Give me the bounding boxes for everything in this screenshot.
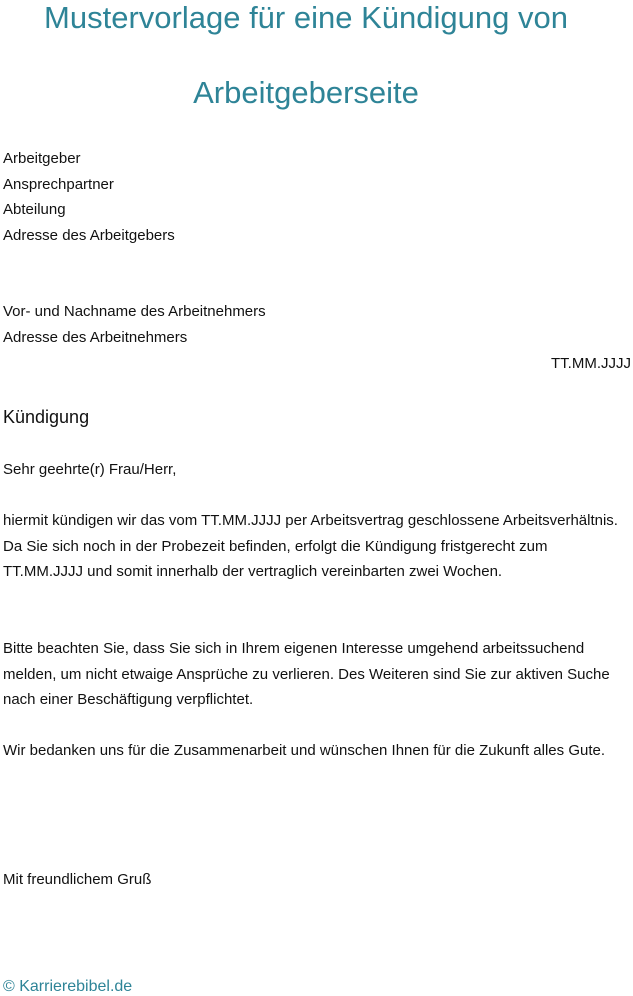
employer-name: Arbeitgeber: [3, 150, 81, 167]
salutation: Sehr geehrte(r) Frau/Herr,: [3, 461, 177, 478]
body-paragraph-1: hiermit kündigen wir das vom TT.MM.JJJJ per Arbeitsvertrag geschlossene Arbeitsverhältnis. Da Sie sich noch in der Probezeit befinden, erfolgt die Kündigung fristgerecht zum TT.MM.JJJJ und somit innerhalb der vertraglich vereinbarten zwei Wochen.: [3, 512, 618, 580]
employee-address: Adresse des Arbeitnehmers: [3, 329, 188, 346]
employer-address: Adresse des Arbeitgebers: [3, 227, 175, 244]
letter-date: TT.MM.JJJJ: [551, 355, 631, 372]
letter-subject: Kündigung: [3, 407, 90, 427]
closing: Mit freundlichem Gruß: [3, 871, 152, 888]
employee-name: Vor- und Nachname des Arbeitnehmers: [3, 303, 266, 320]
document-title-line-1: Mustervorlage für eine Kündigung von: [44, 0, 568, 35]
copyright-footer: © Karrierebibel.de: [3, 978, 133, 995]
employer-contact: Ansprechpartner: [3, 176, 114, 193]
employer-department: Abteilung: [3, 201, 66, 218]
body-paragraph-3: Wir bedanken uns für die Zusammenarbeit und wünschen Ihnen für die Zukunft alles Gute.: [3, 742, 605, 759]
body-paragraph-2: Bitte beachten Sie, dass Sie sich in Ihrem eigenen Interesse umgehend arbeitssuchend melden, um nicht etwaige Ansprüche zu verlieren. Des Weiteren sind Sie zur aktiven Suche nach einer Beschäftigung verpflichtet.: [3, 640, 610, 708]
document-title-line-2: Arbeitgeberseite: [193, 75, 419, 110]
